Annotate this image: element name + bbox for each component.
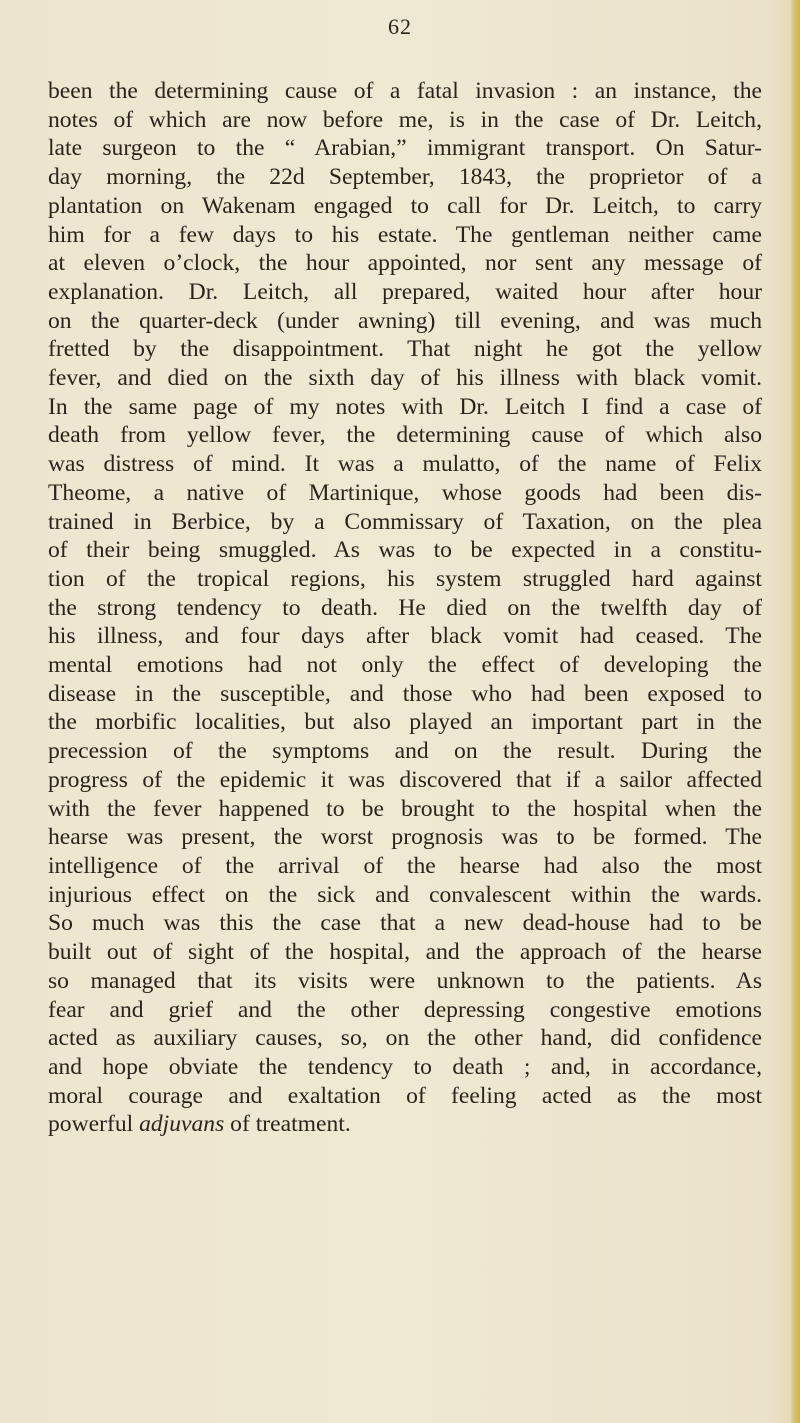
text-line: notes of which are now before me, is in the case of Dr. Leitch, [48, 106, 762, 133]
text-line: Theome, a native of Martinique, whose goods had been dis- [48, 479, 762, 506]
text-line: trained in Berbice, by a Commissary of Taxation, on the plea [48, 508, 762, 535]
italic-term: adjuvans [139, 1111, 225, 1138]
text-line: mental emotions had not only the effect of developing the [48, 652, 762, 679]
text-line: on the quarter-deck (under awning) till evening, and was much [48, 307, 762, 334]
text-line: of their being smuggled. As was to be expected in a constitu- [48, 537, 762, 564]
text-line: the morbific localities, but also played an important part in the [48, 709, 762, 736]
text-line: fretted by the disappointment. That night he got the yellow [48, 336, 762, 363]
text-line: so managed that its visits were unknown to the patients. As [48, 967, 762, 994]
text-line: death from yellow fever, the determining cause of which also [48, 422, 762, 449]
text-line: built out of sight of the hospital, and the approach of the hearse [48, 939, 762, 966]
text-line: fear and grief and the other depressing congestive emotions [48, 996, 762, 1023]
text-line: disease in the susceptible, and those who had been exposed to [48, 680, 762, 707]
final-line-end: of treatment. [224, 1111, 351, 1138]
text-line: intelligence of the arrival of the hearse had also the most [48, 852, 762, 879]
page-edge [790, 0, 800, 1423]
text-line: In the same page of my notes with Dr. Leitch I find a case of [48, 393, 762, 420]
text-line-final [48, 1110, 762, 1139]
text-line: injurious effect on the sick and convalescent within the wards. [48, 881, 762, 908]
page-number: 62 [388, 14, 412, 39]
text-line: day morning, the 22d September, 1843, the proprietor of a [48, 164, 762, 191]
text-line: plantation on Wakenam engaged to call for Dr. Leitch, to carry [48, 192, 762, 219]
text-line: So much was this the case that a new dead-house had to be [48, 910, 762, 937]
text-line: his illness, and four days after black vomit had ceased. The [48, 623, 762, 650]
text-line: acted as auxiliary causes, so, on the other hand, did confidence [48, 1025, 762, 1052]
text-line: and hope obviate the tendency to death ; and, in accordance, [48, 1053, 762, 1080]
text-line: explanation. Dr. Leitch, all prepared, waited hour after hour [48, 278, 762, 305]
text-line: moral courage and exaltation of feeling acted as the most [48, 1082, 762, 1109]
text-line: precession of the symptoms and on the result. During the [48, 738, 762, 765]
text-line: hearse was present, the worst prognosis was to be formed. The [48, 824, 762, 851]
text-line: late surgeon to the “ Arabian,” immigrant transport. On Satur- [48, 135, 762, 162]
text-line: the strong tendency to death. He died on the twelfth day of [48, 594, 762, 621]
text-line: progress of the epidemic it was discovered that if a sailor affected [48, 766, 762, 793]
text-line: been the determining cause of a fatal invasion : an instance, the [48, 78, 762, 104]
final-line-start: powerful [48, 1111, 140, 1138]
text-line: him for a few days to his estate. The gentleman neither came [48, 221, 762, 248]
text-line: was distress of mind. It was a mulatto, of the name of Felix [48, 451, 762, 478]
text-line: at eleven o’clock, the hour appointed, nor sent any message of [48, 250, 762, 277]
text-line: fever, and died on the sixth day of his illness with black vomit. [48, 365, 762, 392]
text-line: tion of the tropical regions, his system struggled hard against [48, 565, 762, 592]
text-line: with the fever happened to be brought to the hospital when the [48, 795, 762, 822]
body-paragraph [48, 77, 762, 1139]
